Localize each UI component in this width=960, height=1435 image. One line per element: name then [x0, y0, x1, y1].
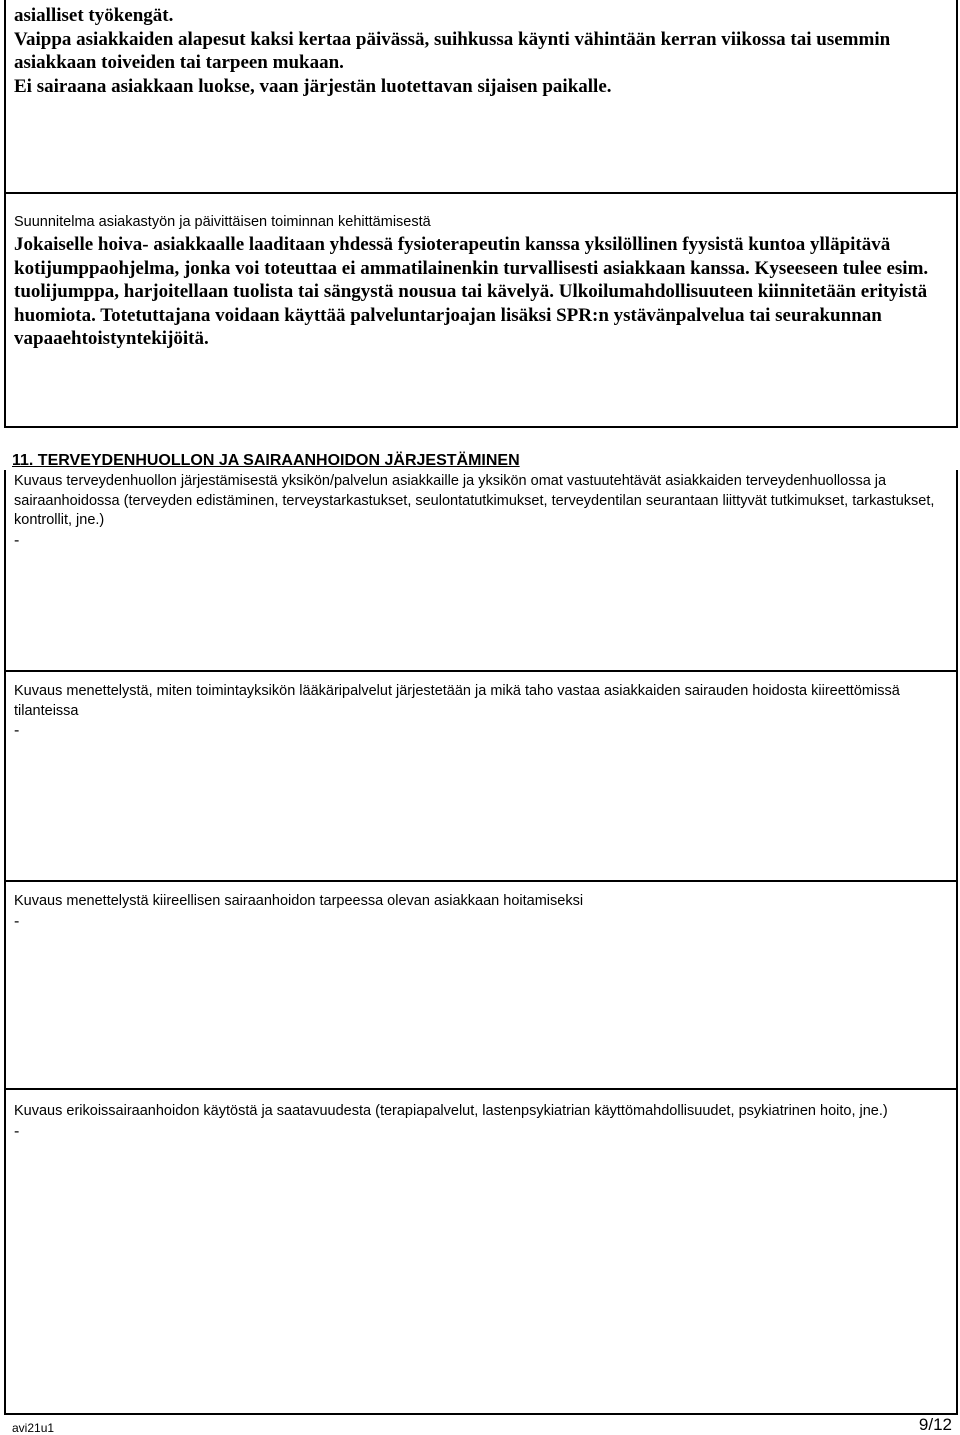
development-plan-box	[4, 192, 958, 428]
urgent-care-value[interactable]: -	[14, 912, 20, 930]
physician-services-value[interactable]: -	[14, 722, 20, 739]
physician-services-block	[6, 672, 956, 882]
healthcare-arrangement-label: Kuvaus terveydenhuollon järjestämisestä yksikön/palvelun asiakkaille ja yksikön omat vastuutehtävät asiakkaiden terveydenhuollossa ja sairaanhoidossa (terveyden edistäminen, terveystarkastukset, seulontatutkimukset, terveydentilan seurantaan liittyvät tutkimukset, tarkastukset, kontrollit, jne.)	[14, 473, 935, 528]
text-line: asialliset työkengät.	[14, 5, 174, 26]
specialized-care-label: Kuvaus erikoissairaanhoidon käytöstä ja saatavuudesta (terapiapalvelut, lastenpsykiatrian käyttömahdollisuudet, psykiatrinen hoito, jne.)	[14, 1103, 888, 1119]
page-number: 9/12	[918, 1415, 952, 1434]
form-code: avi21u1	[12, 1421, 55, 1435]
healthcare-section-box	[4, 470, 958, 1415]
previous-section-box	[4, 0, 958, 194]
physician-services-label: Kuvaus menettelystä, miten toimintayksikön lääkäripalvelut järjestetään ja mikä taho vastaa asiakkaiden sairauden hoidosta kiireettömissä tilanteissa	[14, 683, 900, 719]
development-plan-content[interactable]: Jokaiselle hoiva- asiakkaalle laaditaan yhdessä fysioterapeutin kanssa yksilöllinen fyysistä kuntoa ylläpitävä kotijumppaohjelma, jonka voi toteuttaa ei ammatilainenkin turvallisesti asiakkaan kanssa. Kyseeseen tulee esim. tuolijumppa, harjoitellaan tuolista tai sängystä nousua tai kävelyä. Ulkoilumahdollisuuteen kiinnitetään erityistä huomiota. Totetuttajana voidaan käyttää palveluntarjoajan lisäksi SPR:n ystävänpalvelua tai seurakunnan vapaaehtoistyntekijöitä.	[14, 234, 929, 349]
urgent-care-block	[6, 882, 956, 1090]
section-heading: 11. TERVEYDENHUOLLON JA SAIRAANHOIDON JÄRJESTÄMINEN	[12, 452, 520, 469]
urgent-care-label: Kuvaus menettelystä kiireellisen sairaanhoidon tarpeessa olevan asiakkaan hoitamiseksi	[14, 893, 584, 909]
healthcare-arrangement-value[interactable]: -	[14, 531, 20, 549]
text-line: Vaippa asiakkaiden alapesut kaksi kertaa päivässä, suihkussa käynti vähintään kerran viikossa tai usemmin asiakkaan toiveiden tai tarpeen mukaan.	[14, 28, 891, 73]
specialized-care-value[interactable]: -	[14, 1122, 20, 1140]
text-line: Ei sairaana asiakkaan luokse, vaan järjestän luotettavan sijaisen paikalle.	[14, 75, 612, 97]
development-plan-label: Suunnitelma asiakastyön ja päivittäisen toiminnan kehittämisestä	[14, 214, 431, 230]
healthcare-arrangement-block	[6, 470, 956, 672]
specialized-care-block	[6, 1090, 956, 1410]
previous-section-text	[14, 4, 950, 98]
